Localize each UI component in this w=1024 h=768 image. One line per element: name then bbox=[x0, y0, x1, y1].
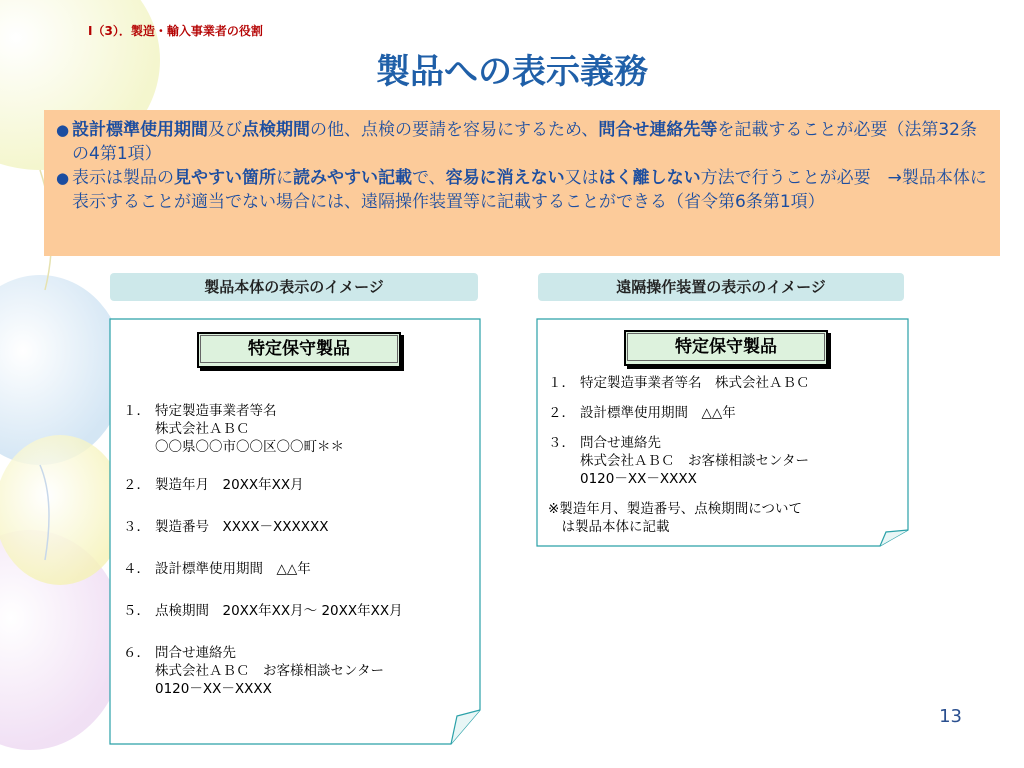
bullet-2-part: はく離しない bbox=[598, 168, 701, 188]
bullet-dot-icon: ● bbox=[56, 169, 70, 187]
item-line: 設計標準使用期間 △△年 bbox=[580, 405, 736, 421]
item-body bbox=[155, 402, 473, 456]
item-number: １． bbox=[123, 403, 150, 419]
item-line: 製造年月 20XX年XX月 bbox=[155, 477, 304, 493]
item-line: 特定製造事業者等名 bbox=[155, 403, 277, 419]
item-number: ２． bbox=[123, 477, 150, 493]
item-line: 〇〇県〇〇市〇〇区〇〇町＊＊ bbox=[155, 439, 344, 455]
stamp-label: 特定保守製品 bbox=[200, 335, 398, 363]
bullet-2-part: に bbox=[276, 168, 293, 188]
item-line: 問合せ連絡先 bbox=[580, 435, 661, 451]
item-body bbox=[155, 602, 473, 620]
list-item bbox=[123, 644, 473, 698]
list-item bbox=[123, 476, 473, 494]
right-item-list bbox=[548, 374, 904, 536]
bullet-1-part: 点検期間 bbox=[242, 120, 310, 140]
item-body bbox=[580, 374, 904, 392]
bullet-2-part: 容易に消えない bbox=[445, 168, 565, 188]
bullet-2-part: 見やすい箇所 bbox=[174, 168, 276, 188]
item-line: 特定製造事業者等名 株式会社ＡＢＣ bbox=[580, 375, 810, 391]
bullet-dot-icon: ● bbox=[56, 121, 70, 139]
bullet-1-part: 及び bbox=[208, 120, 242, 140]
footnote-line: は製品本体に記載 bbox=[548, 519, 670, 535]
item-line: 株式会社ＡＢＣ お客様相談センター bbox=[580, 453, 809, 469]
bullet-2-part: 方法で行うことが必要 →製品本体に表示することが適当でない場合には、遠隔操作装置等に記載することができる（省令第6条第1項） bbox=[72, 168, 987, 212]
item-number: ３． bbox=[123, 519, 150, 535]
left-panel-heading: 製品本体の表示のイメージ bbox=[110, 273, 478, 301]
list-item bbox=[123, 518, 473, 536]
item-body bbox=[155, 518, 473, 536]
list-item bbox=[548, 434, 904, 488]
bullet-2-part: 表示は製品の bbox=[72, 168, 174, 188]
item-line: 点検期間 20XX年XX月～ 20XX年XX月 bbox=[155, 603, 403, 619]
stamp-label: 特定保守製品 bbox=[627, 333, 825, 361]
section-label: Ⅰ（3）．製造・輸入事業者の役割 bbox=[88, 24, 263, 38]
specified-maintenance-product-stamp bbox=[197, 332, 401, 368]
remote-controller-label-document bbox=[536, 318, 910, 548]
bullet-1-part: を記載することが必要（法第32条の4第1項） bbox=[72, 120, 977, 164]
item-line: 設計標準使用期間 △△年 bbox=[155, 561, 311, 577]
item-body bbox=[155, 644, 473, 698]
item-body bbox=[580, 404, 904, 422]
bullet-1-part: 問合せ連絡先等 bbox=[598, 120, 718, 140]
list-item bbox=[123, 560, 473, 578]
product-label-document bbox=[109, 318, 482, 746]
page-title: 製品への表示義務 bbox=[376, 52, 648, 92]
item-body bbox=[580, 434, 904, 488]
bullet-2-part: で、 bbox=[412, 168, 446, 188]
item-line: 株式会社ＡＢＣ bbox=[155, 421, 250, 437]
list-item bbox=[123, 402, 473, 456]
item-line: 0120－XX－XXXX bbox=[155, 681, 272, 697]
item-line: 製造番号 XXXX－XXXXXX bbox=[155, 519, 329, 535]
footnote bbox=[548, 500, 904, 536]
footnote-line: ※製造年月、製造番号、点検期間について bbox=[548, 501, 803, 517]
bullet-2 bbox=[56, 166, 988, 214]
item-body bbox=[155, 560, 473, 578]
right-panel-heading: 遠隔操作装置の表示のイメージ bbox=[538, 273, 904, 301]
item-number: １． bbox=[548, 375, 575, 391]
item-line: 株式会社ＡＢＣ お客様相談センター bbox=[155, 663, 384, 679]
item-number: ４． bbox=[123, 561, 150, 577]
bullet-1 bbox=[56, 118, 988, 166]
item-number: ２． bbox=[548, 405, 575, 421]
item-number: ３． bbox=[548, 435, 575, 451]
bullet-2-part: 読みやすい記載 bbox=[293, 168, 412, 188]
bullet-1-text bbox=[72, 118, 988, 166]
bullet-2-text bbox=[72, 166, 988, 214]
bullet-2-part: 又は bbox=[564, 168, 599, 188]
item-body bbox=[155, 476, 473, 494]
item-line: 問合せ連絡先 bbox=[155, 645, 236, 661]
page-number: 13 bbox=[939, 706, 962, 727]
left-item-list bbox=[123, 402, 473, 698]
list-item bbox=[548, 374, 904, 392]
balloon-yellow-mid bbox=[0, 435, 125, 585]
item-number: ６． bbox=[123, 645, 150, 661]
list-item bbox=[548, 404, 904, 422]
bullet-1-part: 設計標準使用期間 bbox=[72, 120, 208, 140]
specified-maintenance-product-stamp bbox=[624, 330, 828, 366]
list-item bbox=[123, 602, 473, 620]
info-box bbox=[44, 110, 1000, 256]
item-number: ５． bbox=[123, 603, 150, 619]
item-line: 0120－XX－XXXX bbox=[580, 471, 697, 487]
bullet-1-part: の他、点検の要請を容易にするため、 bbox=[310, 120, 599, 140]
